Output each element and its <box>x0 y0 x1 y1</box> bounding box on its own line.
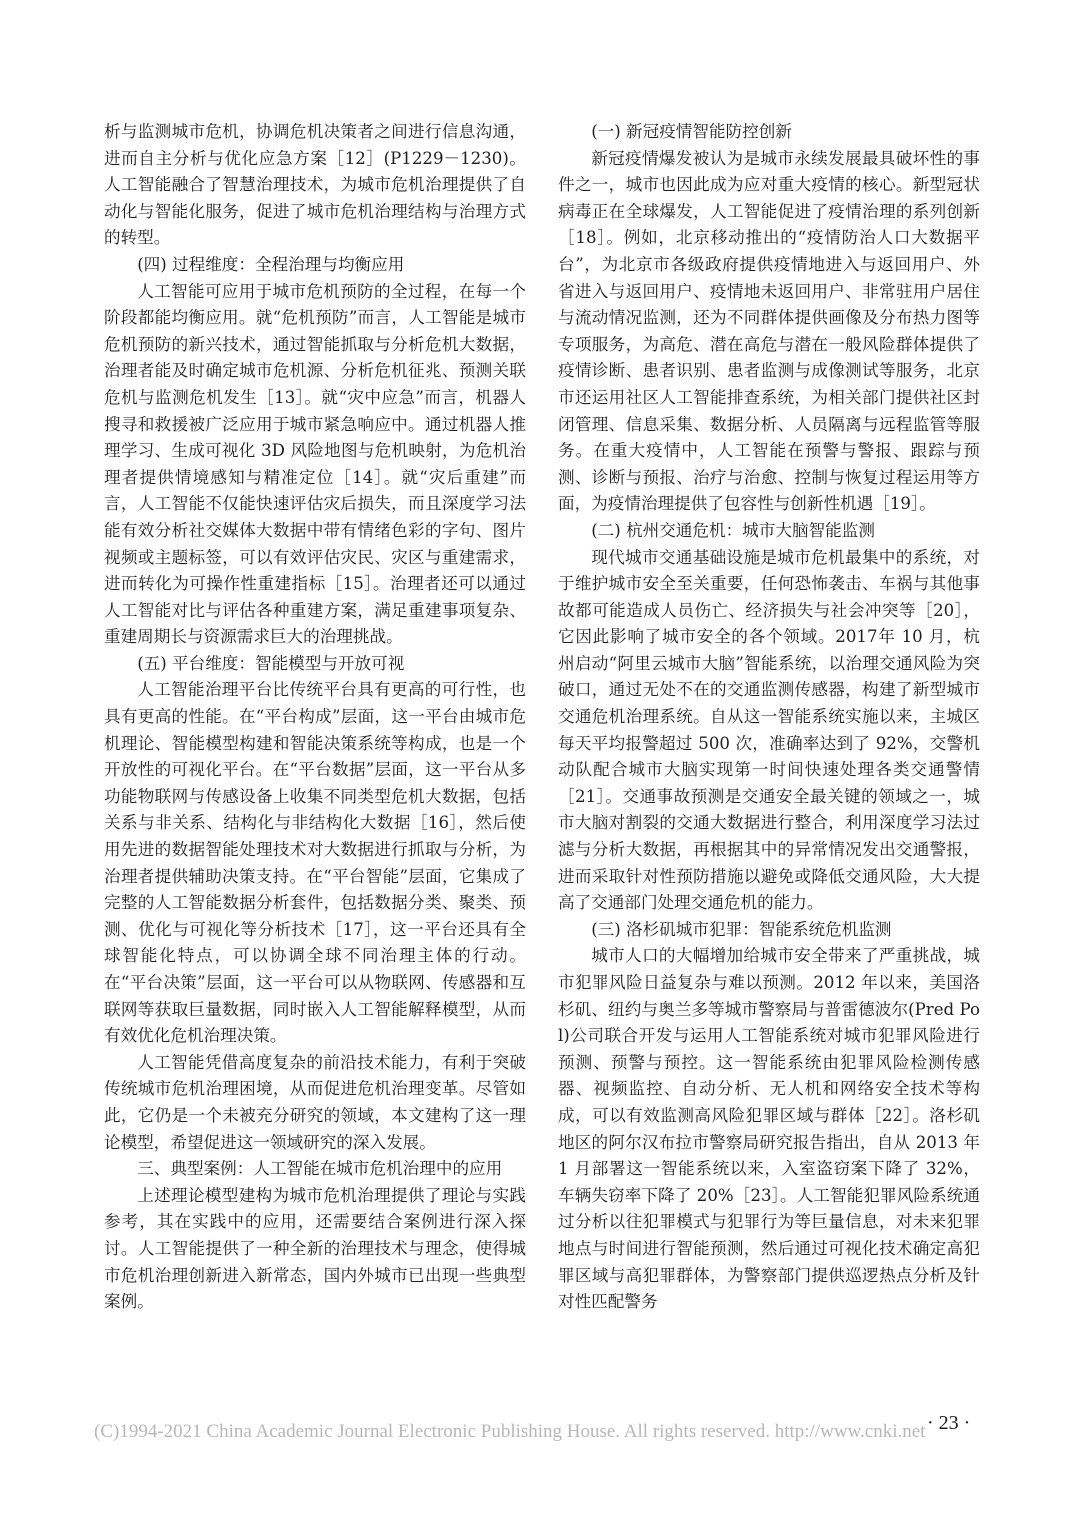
paragraph: 人工智能治理平台比传统平台具有更高的可行性，也具有更高的性能。在“平台构成”层面，这一平台由城市危机理论、智能模型构建和智能决策系统等构成，也是一个开放性的可视化平台。在“平台数据”层面，这一平台从多功能物联网与传感设备上收集不同类型危机大数据，包括关系与非关系、结构化与非结构化大数据［16］，然后使用先进的数据智能处理技术对大数据进行抓取与分析，为治理者提供辅助决策支持。在“平台智能”层面，它集成了完整的人工智能数据分析套件，包括数据分类、聚类、预测、优化与可视化等分析技术［17］，这一平台还具有全球智能化特点，可以协调全球不同治理主体的行动。在“平台决策”层面，这一平台可以从物联网、传感器和互联网等获取巨量数据，同时嵌入人工智能解释模型，从而有效优化危机治理决策。 <box>104 680 526 1046</box>
paragraph: 人工智能可应用于城市危机预防的全过程，在每一个阶段都能均衡应用。就“危机预防”而言，人工智能是城市危机预防的新兴技术，通过智能抓取与分析危机大数据，治理者能及时确定城市危机源、分析危机征兆、预测关联危机与监测危机发生［13］。就“灾中应急”而言，机器人搜寻和救援被广泛应用于城市紧急响应中。通过机器人推理学习、生成可视化 3D 风险地图与危机映射，为危机治理者提供情境感知与精准定位［14］。就“灾后重建”而言，人工智能不仅能快速评估灾后损失，而且深度学习法能有效分析社交媒体大数据中带有情绪色彩的字句、图片视频或主题标签，可以有效评估灾民、灾区与重建需求，进而转化为可操作性重建指标［15］。治理者还可以通过人工智能对比与评估各种重建方案，满足重建事项复杂、重建周期长与资源需求巨大的治理挑战。 <box>104 281 526 647</box>
section-heading: (四) 过程维度：全程治理与均衡应用 <box>137 254 405 274</box>
paragraph: 人工智能凭借高度复杂的前沿技术能力，有利于突破传统城市危机治理困境，从而促进危机治理变革。尽管如此，它仍是一个未被充分研究的领域，本文建构了这一理论模型，希望促进这一领域研究的深入发展。 <box>104 1052 526 1152</box>
left-column <box>104 119 526 1316</box>
section-heading: (一) 新冠疫情智能防控创新 <box>591 122 792 141</box>
paragraph: 城市人口的大幅增加给城市安全带来了严重挑战，城市犯罪风险日益复杂与难以预测。2012 年以来，美国洛杉矶、纽约与奥兰多等城市警察局与普雷德波尔(Pred Pol)公司联合开发与运用人工智能系统对城市犯罪风险进行预测、预警与预控。这一智能系统由犯罪风险检测传感器、视频监控、自动分析、无人机和网络安全技术等构成，可以有效监测高风险犯罪区域与群体［22］。洛杉矶地区的阿尔汉布拉市警察局研究报告指出，自从 2013 年 1 月部署这一智能系统以来，入室盗窃案下降了 32%，车辆失窃率下降了 20%［23］。人工智能犯罪风险系统通过分析以往犯罪模式与犯罪行为等巨量信息，对未来犯罪地点与时间进行智能预测，然后通过可视化技术确定高犯罪区域与高犯罪群体，为警察部门提供巡逻热点分析及针对性匹配警务 <box>558 946 980 1312</box>
copyright-watermark: (C)1994-2021 China Academic Journal Electronic Publishing House. All rights reserved. http://www.cnki.net <box>94 1421 926 1442</box>
page-number: · 23 · <box>927 1412 971 1434</box>
paragraph: 现代城市交通基础设施是城市危机最集中的系统，对于维护城市安全至关重要，任何恐怖袭击、车祸与其他事故都可能造成人员伤亡、经济损失与社会冲突等［20］，它因此影响了城市安全的各个领域。2017年 10 月，杭州启动“阿里云城市大脑”智能系统，以治理交通风险为突破口，通过无处不在的交通监测传感器，构建了新型城市交通危机治理系统。自从这一智能系统实施以来，主城区每天平均报警超过 500 次，准确率达到了 92%，交警机动队配合城市大脑实现第一时间快速处理各类交通警情［21］。交通事故预测是交通安全最关键的领域之一，城市大脑对割裂的交通大数据进行整合，利用深度学习法过滤与分析大数据，再根据其中的异常情况发出交通警报，进而采取针对性预防措施以避免或降低交通风险，大大提高了交通部门处理交通危机的能力。 <box>558 547 980 913</box>
right-column <box>558 119 980 1316</box>
paragraph: 析与监测城市危机，协调危机决策者之间进行信息沟通，进而自主分析与优化应急方案［12］(P1229－1230)。人工智能融合了智慧治理技术，为城市危机治理提供了自动化与智能化服务，促进了城市危机治理结构与治理方式的转型。 <box>104 122 526 248</box>
section-heading: (二) 杭州交通危机：城市大脑智能监测 <box>591 520 875 540</box>
paragraph: 上述理论模型建构为城市危机治理提供了理论与实践参考，其在实践中的应用，还需要结合案例进行深入探讨。人工智能提供了一种全新的治理技术与理念，使得城市危机治理创新进入新常态，国内外城市已出现一些典型案例。 <box>104 1185 526 1312</box>
section-heading: (五) 平台维度：智能模型与开放可视 <box>137 653 405 673</box>
section-heading: 三、典型案例：人工智能在城市危机治理中的应用 <box>137 1159 503 1179</box>
section-heading: (三) 洛杉矶城市犯罪：智能系统危机监测 <box>591 919 892 939</box>
paragraph: 新冠疫情爆发被认为是城市永续发展最具破坏性的事件之一，城市也因此成为应对重大疫情的核心。新型冠状病毒正在全球爆发，人工智能促进了疫情治理的系列创新［18］。例如，北京移动推出的“疫情防治人口大数据平台”，为北京市各级政府提供疫情地进入与返回用户、外省进入与返回用户、疫情地未返回用户、非常驻用户居住与流动情况监测，还为不同群体提供画像及分布热力图等专项服务，为高危、潜在高危与潜在一般风险群体提供了疫情诊断、患者识别、患者监测与成像测试等服务，北京市还运用社区人工智能排查系统，为相关部门提供社区封闭管理、信息采集、数据分析、人员隔离与远程监管等服务。在重大疫情中，人工智能在预警与警报、跟踪与预测、诊断与预报、治疗与治愈、控制与恢复过程运用等方面，为疫情治理提供了包容性与创新性机遇［19］。 <box>558 148 980 514</box>
